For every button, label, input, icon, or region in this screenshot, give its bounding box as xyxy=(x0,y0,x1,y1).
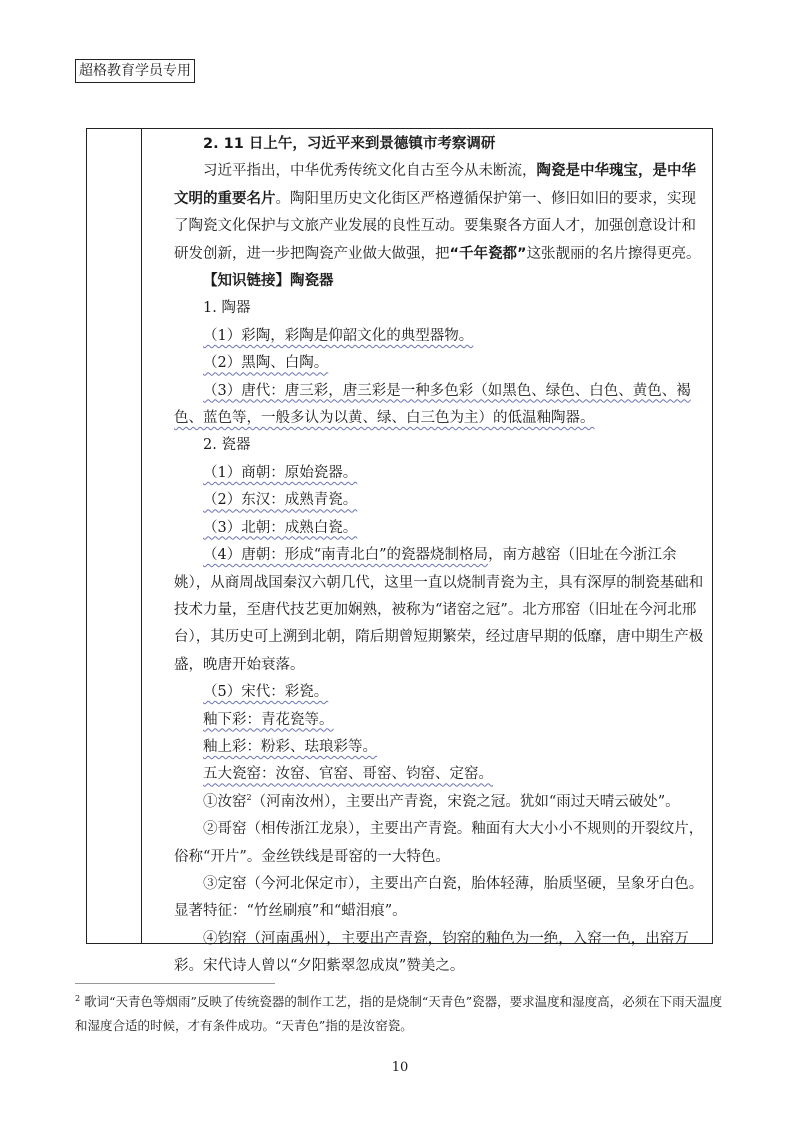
para-emphasis: “千年瓷都” xyxy=(449,245,527,262)
pottery-heading: 1. 陶器 xyxy=(203,300,251,317)
list-item: （1）商朝：原始瓷器。 xyxy=(203,464,358,481)
footnote-ref[interactable]: 2 xyxy=(246,792,252,802)
list-item: （1）彩陶，彩陶是仰韶文化的典型器物。 xyxy=(203,327,474,344)
table-column-divider xyxy=(141,129,142,943)
para-emphasis: 陶瓷是中华瑰宝，是中华文明的重要名片 xyxy=(174,163,696,207)
footnote-text: 歌词“天青色等烟雨”反映了传统瓷器的制作工艺，指的是烧制“天青色”瓷器，要求温度和湿度高，必须在下雨天温度和湿度合适的时候，才有条件成功。“天青色”指的是汝窑瓷。 xyxy=(75,994,723,1033)
table-content xyxy=(174,131,704,981)
list-item: 釉上彩：粉彩、珐琅彩等。 xyxy=(203,738,377,755)
para-text: 习近平指出，中华优秀传统文化自古至今从未断流， xyxy=(203,163,537,180)
list-item: （2）东汉：成熟青瓷。 xyxy=(203,492,358,509)
list-item: （3）北朝：成熟白瓷。 xyxy=(203,519,358,536)
content-table xyxy=(86,128,713,975)
porcelain-heading: 2. 瓷器 xyxy=(203,437,251,454)
knowledge-heading: 【知识链接】陶瓷器 xyxy=(203,273,334,290)
list-item: 釉下彩：青花瓷等。 xyxy=(203,711,334,728)
section-paragraph xyxy=(174,158,704,268)
kiln-item: ②哥窑（相传浙江龙泉），主要出产青瓷。釉面有大大小小不规则的开裂纹片，俗称“开片”。金丝铁线是哥窑的一大特色。 xyxy=(174,821,704,865)
list-item: 五大瓷窑：汝窑、官窑、哥窑、钧窑、定窑。 xyxy=(203,766,493,783)
kiln-item: ①汝窑$^2$（河南汝州），主要出产青瓷，宋瓷之冠。犹如“雨过天晴云破处”。 xyxy=(203,792,680,810)
footnote-mark: 2 xyxy=(75,993,81,1003)
list-item: （4）唐朝：形成“南青北白”的瓷器烧制格局，南方越窑（旧址在今浙江余姚），从商周战国秦汉六朝几代，这里一直以烧制青瓷为主，具有深厚的制瓷基础和技术力量，至唐代技艺更加娴熟，被称为“诸窑之冠”。北方邢窑（旧址在今河北邢台），其历史可上溯到北朝，隋后期曾短期繁荣，经过唐早期的低靡，唐中期生产极盛，晚唐开始衰落。 xyxy=(174,547,704,673)
footnote-divider xyxy=(75,983,275,984)
header-label: 超格教育学员专用 xyxy=(75,59,195,83)
list-item: （3）唐代：唐三彩，唐三彩是一种多色彩（如黑色、绿色、白色、黄色、褐色、蓝色等，一般多认为以黄、绿、白三色为主）的低温釉陶器。 xyxy=(174,382,691,427)
kiln-item: ④钧窑（河南禹州），主要出产青瓷，钧窑的釉色为一绝，入窑一色，出窑万彩。宋代诗人曾以“夕阳紫翠忽成岚”赞美之。 xyxy=(174,930,689,975)
footnote xyxy=(75,990,725,1038)
list-item: （5）宋代：彩瓷。 xyxy=(203,684,329,701)
section-title: 2. 11 日上午，习近平来到景德镇市考察调研 xyxy=(203,136,496,152)
page-number: 10 xyxy=(391,1060,409,1075)
para-text: 这张靓丽的名片擦得更亮。 xyxy=(526,245,701,262)
para-text: 。陶阳里历史文化街区严格遵循保护第一、修旧如旧的要求，实现了陶瓷文化保护与文旅产业发展的良性互动。要集聚各方面人才，加强创意设计和研发创新，进一步把陶瓷产业做大做强，把 xyxy=(174,190,696,262)
kiln-item: ③定窑（今河北保定市），主要出产白瓷，胎体轻薄，胎质坚硬，呈象牙白色。显著特征：“竹丝刷痕”和“蜡泪痕”。 xyxy=(174,875,704,920)
list-item: （2）黑陶、白陶。 xyxy=(203,355,329,372)
